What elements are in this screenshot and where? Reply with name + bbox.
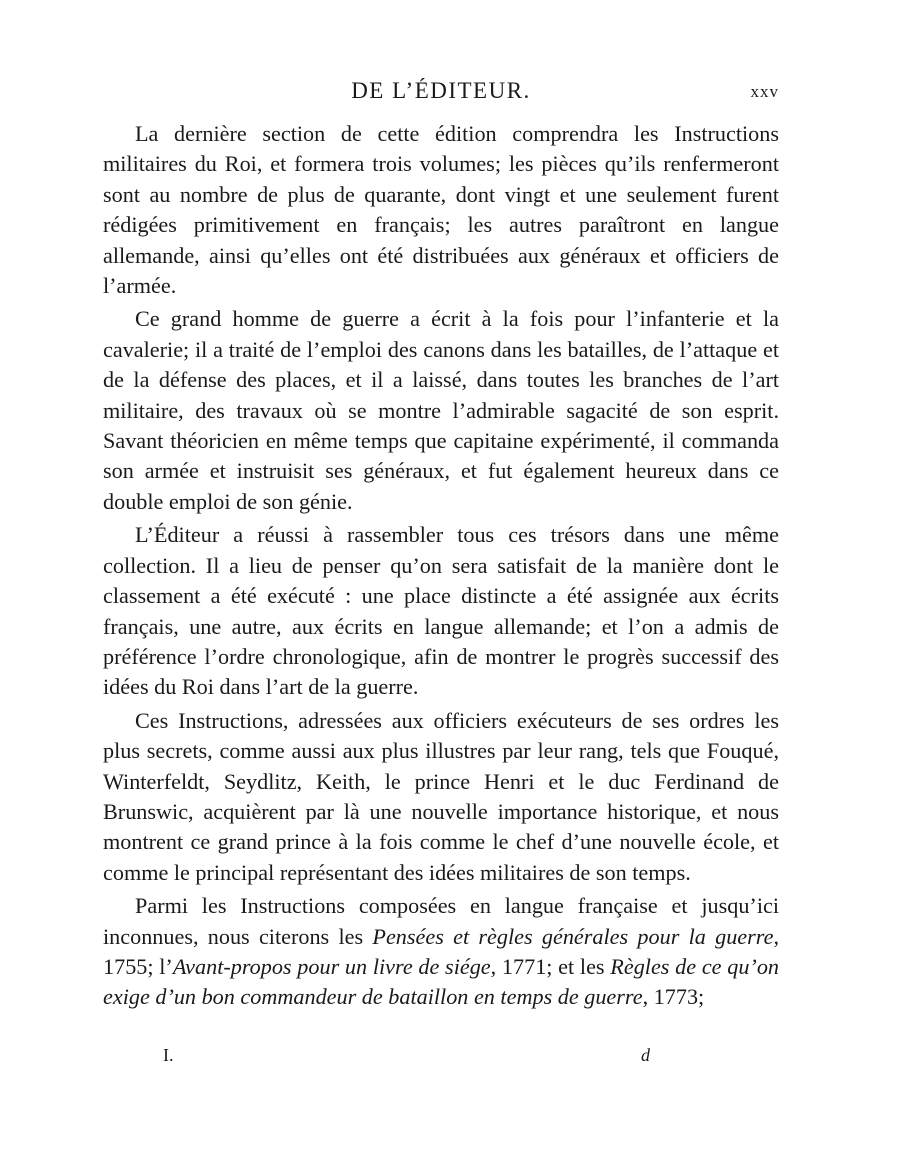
running-head <box>103 78 779 108</box>
body-text <box>103 119 779 1013</box>
work-title-pensees: Pensées et règles générales pour la guerre <box>372 923 774 949</box>
work-title-regles: Règles de ce qu’on exige d’un bon commandeur de bataillon en temps de guerre <box>103 953 780 1010</box>
running-title: DE L’ÉDITEUR. <box>351 78 531 103</box>
page-footer <box>163 1045 663 1069</box>
paragraph-2: Ce grand homme de guerre a écrit à la fois pour l’infanterie et la cavalerie; il a traité de l’emploi des canons dans les batailles, de l’attaque et de la défense des places, et il a laissé, dans toutes les branches de l’art militaire, des travaux où se montre l’admirable sagacité de son esprit. Savant théoricien en même temps que capitaine expérimenté, il commanda son armée et instruisit ses généraux, et fut également heureux dans ce double emploi de son génie. <box>103 306 779 514</box>
paragraph-5-text-1: Parmi les Instructions composées en langue française et jusqu’ici inconnues, nous citerons les <box>103 893 779 949</box>
page-number: xxv <box>750 82 779 101</box>
signature-mark: d <box>641 1045 650 1065</box>
paragraph-5-text-2: , 1755; l’ <box>103 923 779 979</box>
paragraph-5-text-3: , 1771; et les <box>490 953 611 979</box>
paragraph-3: L’Éditeur a réussi à rassembler tous ces trésors dans une même collection. Il a lieu de penser qu’on sera satisfait de la manière dont le classement a été exécuté : une place distincte a été assignée aux écrits français, une autre, aux écrits en langue allemande; et l’on a admis de préférence l’ordre chronologique, afin de montrer le progrès successif des idées du Roi dans l’art de la guerre. <box>103 522 779 700</box>
page <box>103 78 779 1016</box>
paragraph-5-text-4: , 1773; <box>642 984 705 1010</box>
paragraph-5 <box>103 891 779 1013</box>
volume-mark: I. <box>163 1045 174 1065</box>
paragraph-4: Ces Instructions, adressées aux officiers exécuteurs de ses ordres les plus secrets, comme aussi aux plus illustres par leur rang, tels que Fouqué, Winterfeldt, Seydlitz, Keith, le prince Henri et le duc Ferdinand de Brunswic, acquièrent par là une nouvelle importance historique, et nous montrent ce grand prince à la fois comme le chef d’une nouvelle école, et comme le principal représentant des idées militaires de son temps. <box>103 707 779 885</box>
work-title-avant-propos: Avant-propos pour un livre de siége <box>172 953 491 979</box>
paragraph-1: La dernière section de cette édition comprendra les Instructions militaires du Roi, et formera trois volumes; les pièces qu’ils renfermeront sont au nombre de plus de quarante, dont vingt et une seulement furent rédigées primitivement en français; les autres paraîtront en langue allemande, ainsi qu’elles ont été distribuées aux généraux et officiers de l’armée. <box>103 121 779 299</box>
